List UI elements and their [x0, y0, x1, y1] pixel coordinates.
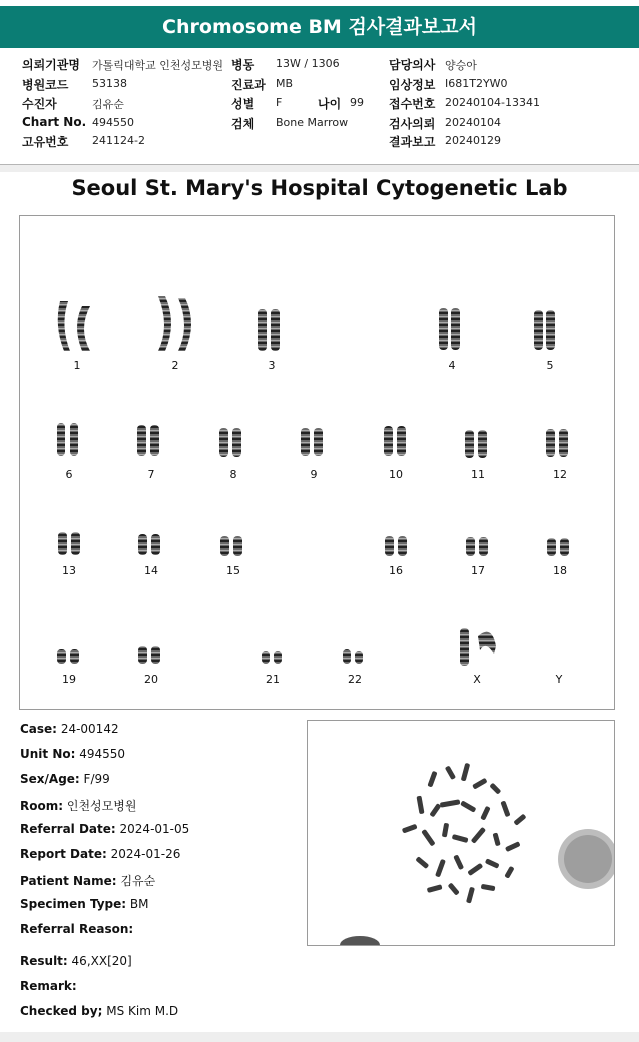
chromosome-pair-10: [384, 426, 406, 456]
label-test-request: 검사의뢰: [389, 117, 436, 131]
chromosome-label-9: 9: [310, 468, 318, 481]
section-divider: [0, 165, 639, 172]
metaphase-panel: [307, 720, 615, 946]
chromosome-label-x: X: [473, 673, 481, 686]
chromosome-pair-17: [466, 537, 488, 556]
case-value: 24-00142: [60, 722, 119, 736]
value-requesting-institution: 가톨릭대학교 인천성모병원: [92, 59, 224, 72]
chromosome-label-18: 18: [553, 564, 567, 577]
referral-date-value: 2024-01-05: [119, 822, 190, 836]
label-result-report: 결과보고: [389, 135, 436, 149]
chromosome-pair-11: [465, 430, 487, 458]
report-date-value: 2024-01-26: [110, 847, 181, 861]
label-doctor: 담당의사: [389, 58, 436, 72]
result-label: Result:: [20, 954, 68, 968]
value-patient: 김유순: [92, 98, 124, 111]
chromosome-pair-13: [58, 532, 80, 555]
info-patient-name: [20, 872, 155, 889]
chromosome-label-6: 6: [65, 468, 73, 481]
label-department: 진료과: [231, 78, 266, 92]
chromosome-pair-16: [385, 536, 407, 556]
value-doctor: 양승아: [445, 59, 477, 72]
info-room: [20, 797, 136, 814]
patient-name-label: Patient Name:: [20, 874, 117, 888]
checked-by-value: MS Kim M.D: [106, 1004, 179, 1018]
remark-label: Remark:: [20, 979, 77, 993]
lab-title: Seoul St. Mary's Hospital Cytogenetic Lab: [71, 176, 568, 200]
label-ward: 병동: [231, 58, 255, 72]
sexage-value: F/99: [83, 772, 110, 786]
result-value: 46,XX[20]: [71, 954, 132, 968]
chromosome-pair-18: [547, 538, 569, 556]
value-clinical-info: I681T2YW0: [445, 77, 508, 90]
info-result: [20, 954, 132, 968]
label-specimen: 검체: [231, 117, 255, 131]
specimen-type-label: Specimen Type:: [20, 897, 127, 911]
chromosome-pair-12: [546, 429, 568, 457]
chromosome-label-11: 11: [471, 468, 485, 481]
checked-by-label: Checked by;: [20, 1004, 103, 1018]
chromosome-label-14: 14: [144, 564, 158, 577]
chromosome-label-17: 17: [471, 564, 485, 577]
info-sexage: [20, 772, 110, 786]
chromosome-label-16: 16: [389, 564, 403, 577]
value-chart-no: 494550: [92, 116, 134, 129]
chromosome-pair-1: [58, 301, 90, 351]
chromosome-label-1: 1: [73, 359, 81, 372]
info-row: [0, 56, 639, 75]
chromosome-pair-4: [439, 308, 460, 350]
chromosome-pair-14: [138, 534, 160, 555]
chromosome-pair-19: [57, 649, 79, 664]
value-result-report: 20240129: [445, 134, 501, 147]
info-unit: [20, 747, 125, 761]
chromosome-pair-15: [220, 536, 242, 556]
label-chart-no: Chart No.: [22, 115, 87, 129]
value-age: 99: [350, 96, 364, 109]
case-label: Case:: [20, 722, 57, 736]
chromosome-label-12: 12: [553, 468, 567, 481]
info-row: [0, 133, 639, 152]
chromosome-pair-2: [158, 296, 191, 351]
chromosome-label-10: 10: [389, 468, 403, 481]
patient-name-value: 김유순: [120, 874, 156, 888]
info-row: [0, 76, 639, 95]
chromosome-label-8: 8: [229, 468, 237, 481]
chromosome-pair-9: [301, 428, 323, 456]
value-department: MB: [276, 77, 294, 90]
label-hospital-code: 병원코드: [22, 78, 69, 92]
value-hospital-code: 53138: [92, 77, 127, 90]
chromosome-label-2: 2: [171, 359, 179, 372]
info-specimen-type: [20, 897, 149, 911]
chromosome-pair-6: [57, 423, 78, 456]
referral-date-label: Referral Date:: [20, 822, 116, 836]
report-header: Chromosome BM 검사결과보고서: [0, 6, 639, 48]
info-remark: [20, 979, 77, 993]
chromosome-pair-21: [262, 651, 282, 664]
interphase-nucleus-inner: [564, 835, 612, 883]
chromosome-label-21: 21: [266, 673, 280, 686]
karyogram-image: [20, 216, 614, 709]
value-sex: F: [276, 96, 283, 109]
label-clinical-info: 임상정보: [389, 78, 436, 92]
value-specimen: Bone Marrow: [276, 116, 349, 129]
label-requesting-institution: 의뢰기관명: [22, 58, 80, 72]
label-patient: 수진자: [22, 97, 57, 111]
chromosome-label-15: 15: [226, 564, 240, 577]
info-checked-by: [20, 1004, 178, 1018]
label-unique-id: 고유번호: [22, 135, 69, 149]
chromosome-label-3: 3: [268, 359, 276, 372]
info-row: [0, 95, 639, 114]
specimen-type-value: BM: [129, 897, 149, 911]
value-accession-no: 20240104-13341: [445, 96, 540, 109]
footer-strip: [0, 1032, 639, 1042]
chromosome-label-13: 13: [62, 564, 76, 577]
label-age: 나이: [318, 97, 342, 111]
report-date-label: Report Date:: [20, 847, 107, 861]
chromosome-pair-3: [258, 309, 280, 351]
chromosome-pair-22: [343, 649, 363, 664]
chromosome-label-4: 4: [448, 359, 456, 372]
patient-info-grid: [0, 52, 639, 165]
chromosome-pair-7: [137, 425, 159, 456]
chromosome-label-7: 7: [147, 468, 155, 481]
info-case: [20, 722, 119, 736]
cell-fragment: [340, 936, 380, 945]
chromosome-label-5: 5: [546, 359, 554, 372]
karyotype-panel: [19, 215, 615, 710]
value-test-request: 20240104: [445, 116, 501, 129]
info-referral-reason: [20, 922, 133, 936]
metaphase-spread: [402, 763, 527, 904]
chromosome-pair-8: [219, 428, 241, 457]
label-accession-no: 접수번호: [389, 97, 436, 111]
chromosome-label-19: 19: [62, 673, 76, 686]
chromosome-pair-20: [138, 646, 160, 664]
room-value: 인천성모병원: [66, 799, 137, 813]
metaphase-image: [308, 721, 614, 945]
chromosome-label-y: Y: [555, 673, 563, 686]
info-referral-date: [20, 822, 189, 836]
value-ward: 13W / 1306: [276, 57, 340, 70]
chromosome-label-22: 22: [348, 673, 362, 686]
unit-value: 494550: [79, 747, 126, 761]
referral-reason-label: Referral Reason:: [20, 922, 134, 936]
chromosome-label-20: 20: [144, 673, 158, 686]
room-label: Room:: [20, 799, 64, 813]
value-unique-id: 241124-2: [92, 134, 145, 147]
info-row: [0, 115, 639, 134]
chromosome-x: [460, 628, 496, 666]
unit-label: Unit No:: [20, 747, 76, 761]
label-sex: 성별: [231, 97, 255, 111]
info-report-date: [20, 847, 180, 861]
sexage-label: Sex/Age:: [20, 772, 80, 786]
chromosome-pair-5: [534, 310, 555, 350]
